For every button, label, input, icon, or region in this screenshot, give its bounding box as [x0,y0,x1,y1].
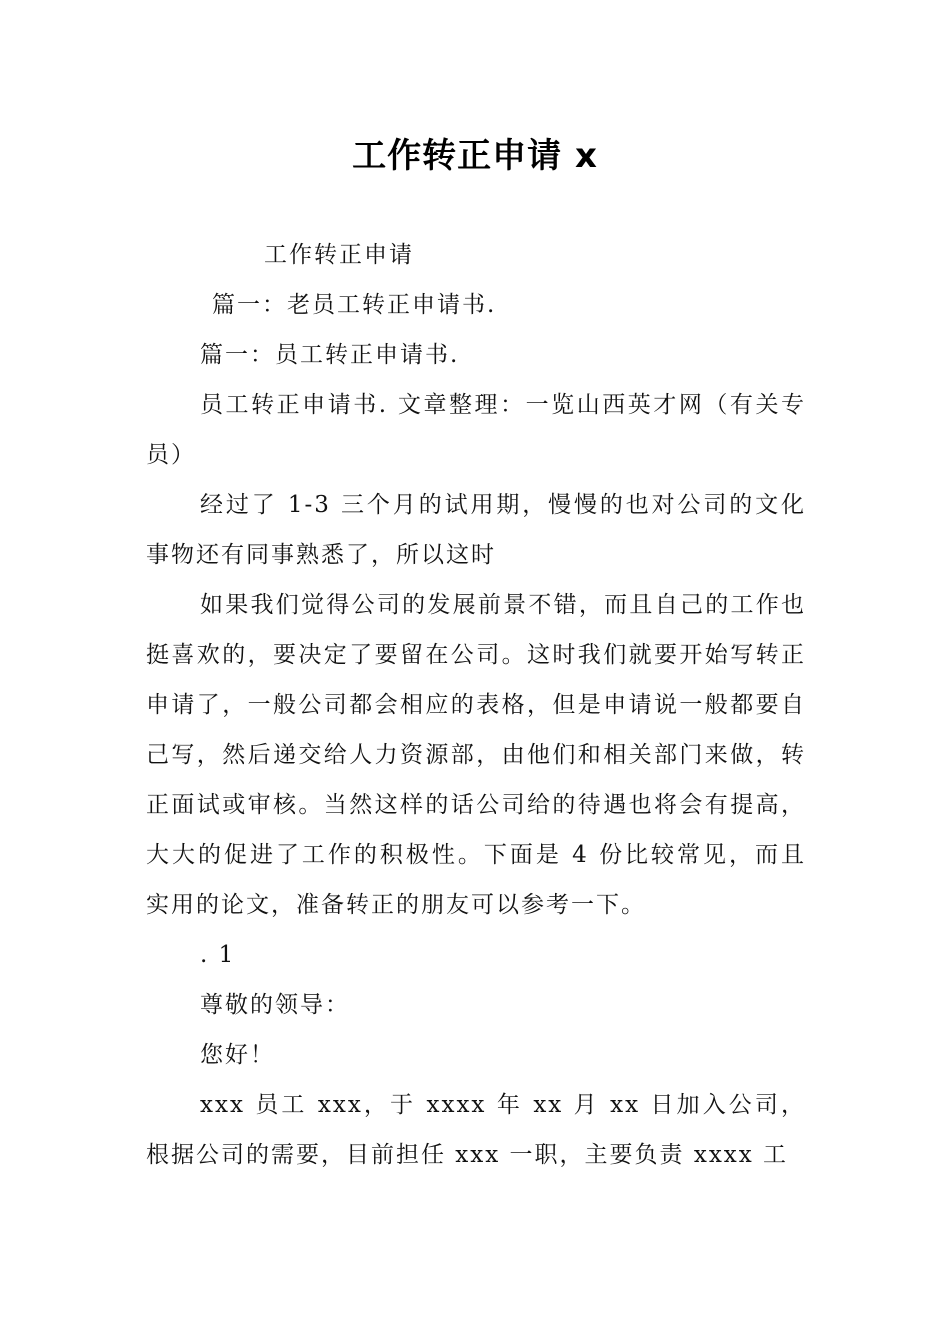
chapter-heading-1: 篇一：老员工转正申请书. [212,292,497,318]
document-title: 工作转正申请 x [352,136,598,176]
document-body [146,230,806,1180]
paragraph-3: xxx 员工 xxx，于 xxxx 年 xx 月 xx 日加入公司，根据公司的需要，目前担任 xxx 一职，主要负责 xxxx 工 [146,1092,806,1168]
letter-greeting: 您好！ [200,1042,275,1068]
source-paragraph: 员工转正申请书. 文章整理：一览山西英才网（有关专员） [146,392,806,468]
paragraph-1: 经过了 1-3 三个月的试用期，慢慢的也对公司的文化事物还有同事熟悉了，所以这时 [146,492,806,568]
letter-salutation: 尊敬的领导： [200,992,350,1018]
chapter-heading-2: 篇一：员工转正申请书. [200,342,460,368]
document-subtitle: 工作转正申请 [264,242,414,268]
paragraph-2: 如果我们觉得公司的发展前景不错，而且自己的工作也挺喜欢的，要决定了要留在公司。这时我们就要开始写转正申请了，一般公司都会相应的表格，但是申请说一般都要自己写，然后递交给人力资源部，由他们和相关部门来做，转正面试或审核。当然这样的话公司给的待遇也将会有提高，大大的促进了工作的积极性。下面是 4 份比较常见，而且实用的论文，准备转正的朋友可以参考一下。 [146,592,806,918]
section-number: . 1 [200,942,236,968]
